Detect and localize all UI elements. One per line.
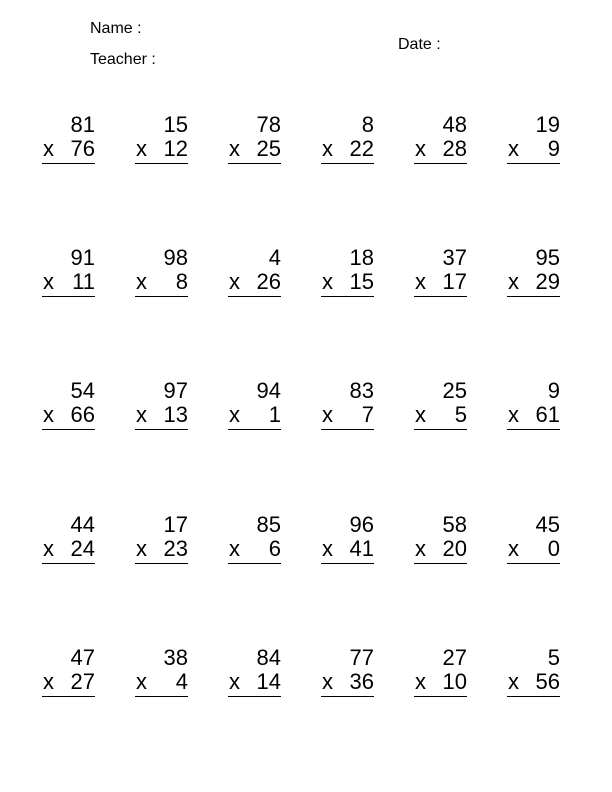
- multiply-sign: x: [322, 136, 333, 161]
- problem: [228, 246, 281, 296]
- problem-operator-row: [414, 537, 467, 564]
- problem-bottom-number: 36: [349, 669, 374, 694]
- problem-bottom-number: 76: [70, 136, 95, 161]
- problem-bottom-number: 29: [535, 269, 560, 294]
- problem: [414, 246, 467, 296]
- multiply-sign: x: [229, 269, 240, 294]
- problem: [42, 113, 95, 163]
- problem-bottom-number: 66: [70, 402, 95, 427]
- problem: [228, 646, 281, 696]
- name-label: Name :: [90, 20, 142, 37]
- date-label: Date :: [398, 36, 441, 53]
- problem: [414, 646, 467, 696]
- problem: [507, 113, 560, 163]
- problem: [42, 513, 95, 563]
- problem-operator-row: [321, 137, 374, 164]
- multiply-sign: x: [229, 536, 240, 561]
- problem-bottom-number: 9: [547, 136, 560, 161]
- problem: [414, 113, 467, 163]
- problem-top-number: 77: [349, 645, 374, 670]
- problem: [321, 113, 374, 163]
- problem-operator-row: [42, 270, 95, 297]
- problem-operator-row: [135, 670, 188, 697]
- problem-top-number: 38: [163, 645, 188, 670]
- problem: [321, 379, 374, 429]
- problem-bottom-number: 12: [163, 136, 188, 161]
- multiply-sign: x: [508, 402, 519, 427]
- problem-operator-row: [507, 403, 560, 430]
- multiply-sign: x: [415, 536, 426, 561]
- problem-top-number: 15: [163, 112, 188, 137]
- problem-top-number: 47: [70, 645, 95, 670]
- problem-operator-row: [228, 403, 281, 430]
- problem-top-number: 54: [70, 378, 95, 403]
- problem-bottom-number: 23: [163, 536, 188, 561]
- problem-operator-row: [507, 537, 560, 564]
- problem-top-number: 48: [442, 112, 467, 137]
- multiply-sign: x: [415, 669, 426, 694]
- problem-bottom-number: 0: [547, 536, 560, 561]
- problem-top-number: 8: [361, 112, 374, 137]
- problem: [321, 246, 374, 296]
- multiply-sign: x: [229, 669, 240, 694]
- problem: [135, 513, 188, 563]
- multiply-sign: x: [136, 402, 147, 427]
- problem-operator-row: [321, 403, 374, 430]
- problem-bottom-number: 7: [361, 402, 374, 427]
- problem-top-number: 37: [442, 245, 467, 270]
- problem-bottom-number: 26: [256, 269, 281, 294]
- multiply-sign: x: [136, 669, 147, 694]
- problem: [228, 513, 281, 563]
- problem: [135, 113, 188, 163]
- problem-operator-row: [228, 537, 281, 564]
- problem-bottom-number: 24: [70, 536, 95, 561]
- problem-operator-row: [135, 537, 188, 564]
- problem-top-number: 25: [442, 378, 467, 403]
- problem-bottom-number: 22: [349, 136, 374, 161]
- problem-operator-row: [321, 270, 374, 297]
- problem: [507, 379, 560, 429]
- problem: [228, 113, 281, 163]
- problem: [42, 246, 95, 296]
- problem: [414, 513, 467, 563]
- problem-top-number: 19: [535, 112, 560, 137]
- problem-top-number: 78: [256, 112, 281, 137]
- problem-top-number: 85: [256, 512, 281, 537]
- problem-top-number: 5: [547, 645, 560, 670]
- problem-operator-row: [42, 670, 95, 697]
- problem: [507, 246, 560, 296]
- problem-operator-row: [321, 670, 374, 697]
- problem-operator-row: [414, 670, 467, 697]
- problem-bottom-number: 10: [442, 669, 467, 694]
- problem: [135, 246, 188, 296]
- multiply-sign: x: [415, 136, 426, 161]
- problem: [135, 379, 188, 429]
- problem-operator-row: [228, 137, 281, 164]
- multiply-sign: x: [322, 402, 333, 427]
- problem: [135, 646, 188, 696]
- multiply-sign: x: [136, 136, 147, 161]
- problem-bottom-number: 28: [442, 136, 467, 161]
- problem-operator-row: [414, 137, 467, 164]
- problem-operator-row: [414, 270, 467, 297]
- problem: [42, 379, 95, 429]
- problem-operator-row: [42, 403, 95, 430]
- problem-top-number: 18: [349, 245, 374, 270]
- problem-bottom-number: 6: [268, 536, 281, 561]
- multiply-sign: x: [508, 136, 519, 161]
- multiply-sign: x: [43, 269, 54, 294]
- problem-operator-row: [135, 137, 188, 164]
- problem-bottom-number: 27: [70, 669, 95, 694]
- problem-operator-row: [321, 537, 374, 564]
- problem: [507, 513, 560, 563]
- problem-top-number: 98: [163, 245, 188, 270]
- multiply-sign: x: [43, 536, 54, 561]
- problem-bottom-number: 14: [256, 669, 281, 694]
- multiply-sign: x: [229, 402, 240, 427]
- problem-bottom-number: 25: [256, 136, 281, 161]
- problem-operator-row: [507, 137, 560, 164]
- problem-top-number: 58: [442, 512, 467, 537]
- multiply-sign: x: [229, 136, 240, 161]
- problem-operator-row: [507, 270, 560, 297]
- problem: [321, 513, 374, 563]
- problem-top-number: 91: [70, 245, 95, 270]
- multiply-sign: x: [508, 669, 519, 694]
- problem-top-number: 95: [535, 245, 560, 270]
- multiply-sign: x: [43, 402, 54, 427]
- problem-top-number: 27: [442, 645, 467, 670]
- multiply-sign: x: [415, 402, 426, 427]
- problem-operator-row: [135, 270, 188, 297]
- problem-top-number: 17: [163, 512, 188, 537]
- problem-top-number: 44: [70, 512, 95, 537]
- problem-bottom-number: 8: [175, 269, 188, 294]
- problem-operator-row: [228, 670, 281, 697]
- problem-top-number: 84: [256, 645, 281, 670]
- problem-bottom-number: 4: [175, 669, 188, 694]
- problem-bottom-number: 5: [454, 402, 467, 427]
- problem: [228, 379, 281, 429]
- multiply-sign: x: [43, 669, 54, 694]
- teacher-label: Teacher :: [90, 51, 156, 68]
- problem-top-number: 96: [349, 512, 374, 537]
- problem-bottom-number: 41: [349, 536, 374, 561]
- problem-top-number: 4: [268, 245, 281, 270]
- problem-bottom-number: 56: [535, 669, 560, 694]
- problem-bottom-number: 17: [442, 269, 467, 294]
- problem: [321, 646, 374, 696]
- problem-top-number: 9: [547, 378, 560, 403]
- problem-top-number: 83: [349, 378, 374, 403]
- problem-top-number: 97: [163, 378, 188, 403]
- problem-top-number: 81: [70, 112, 95, 137]
- problem-operator-row: [507, 670, 560, 697]
- problem-bottom-number: 13: [163, 402, 188, 427]
- problem-operator-row: [42, 537, 95, 564]
- multiply-sign: x: [322, 269, 333, 294]
- problem: [507, 646, 560, 696]
- multiply-sign: x: [415, 269, 426, 294]
- problem-operator-row: [135, 403, 188, 430]
- problem-top-number: 45: [535, 512, 560, 537]
- problem-operator-row: [42, 137, 95, 164]
- problem-bottom-number: 15: [349, 269, 374, 294]
- multiply-sign: x: [43, 136, 54, 161]
- problem-bottom-number: 61: [535, 402, 560, 427]
- multiply-sign: x: [136, 269, 147, 294]
- problem-bottom-number: 1: [268, 402, 281, 427]
- problem-bottom-number: 11: [72, 269, 95, 294]
- problem-bottom-number: 20: [442, 536, 467, 561]
- problem-top-number: 94: [256, 378, 281, 403]
- multiply-sign: x: [508, 269, 519, 294]
- multiply-sign: x: [508, 536, 519, 561]
- problem-operator-row: [414, 403, 467, 430]
- problem: [42, 646, 95, 696]
- problem-operator-row: [228, 270, 281, 297]
- multiply-sign: x: [322, 669, 333, 694]
- problem: [414, 379, 467, 429]
- multiply-sign: x: [322, 536, 333, 561]
- multiply-sign: x: [136, 536, 147, 561]
